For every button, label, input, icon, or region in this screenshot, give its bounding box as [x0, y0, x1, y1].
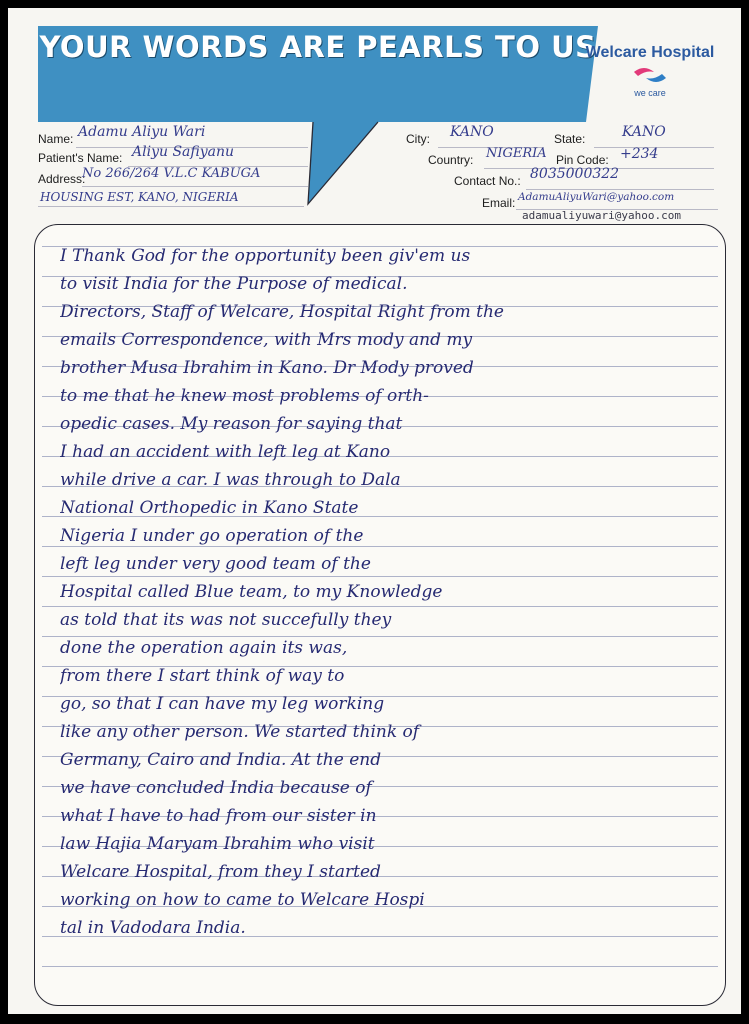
name-value: Adamu Aliyu Wari	[78, 124, 206, 140]
country-label: Country:	[428, 153, 474, 167]
story-line: Hospital called Blue team, to my Knowledge	[60, 582, 443, 602]
story-line: National Orthopedic in Kano State	[60, 498, 359, 518]
story-line: from there I start think of way to	[60, 666, 345, 686]
story-line: to visit India for the Purpose of medical.	[60, 274, 408, 294]
story-line: like any other person. We started think of	[60, 722, 420, 742]
story-line: while drive a car. I was through to Dala	[60, 470, 401, 490]
patient-name-value: Aliyu Safiyanu	[132, 144, 235, 160]
state-value: KANO	[622, 124, 666, 140]
contact-value: 8035000322	[530, 166, 620, 182]
hospital-logo	[580, 44, 720, 114]
contact-label: Contact No.:	[454, 174, 521, 188]
story-line: tal in Vadodara India.	[60, 918, 246, 938]
story-line: as told that its was not succefully they	[60, 610, 392, 630]
city-label: City:	[406, 132, 430, 146]
address-line-1	[82, 186, 308, 187]
name-label: Name:	[38, 132, 74, 146]
address-label: Address:	[38, 172, 86, 186]
story-line: working on how to came to Welcare Hospi	[60, 890, 425, 910]
hospital-tagline: we care	[634, 88, 666, 98]
story-line: law Hajia Maryam Ibrahim who visit	[60, 834, 375, 854]
story-line: Directors, Staff of Welcare, Hospital Right from the	[60, 302, 504, 322]
story-line: what I have to had from our sister in	[60, 806, 377, 826]
story-line: brother Musa Ibrahim in Kano. Dr Mody proved	[60, 358, 474, 378]
city-value: KANO	[450, 124, 494, 140]
story-line: done the operation again its was,	[60, 638, 348, 658]
story-line: we have concluded India because of	[60, 778, 372, 798]
story-line: Welcare Hospital, from they I started	[60, 862, 381, 882]
story-line: emails Correspondence, with Mrs mody and my	[60, 330, 473, 350]
feedback-form-page	[8, 8, 741, 1014]
patient-name-label: Patient's Name:	[38, 151, 123, 165]
story-line: go, so that I can have my leg working	[60, 694, 385, 714]
email-label: Email:	[482, 196, 516, 210]
country-value: NIGERIA	[486, 146, 547, 161]
pin-code-value: +234	[620, 146, 659, 162]
story-line: opedic cases. My reason for saying that	[60, 414, 403, 434]
story-line: Germany, Cairo and India. At the end	[60, 750, 382, 770]
banner-title: YOUR WORDS ARE PEARLS TO US	[39, 30, 597, 64]
story-line: to me that he knew most problems of orth-	[60, 386, 429, 406]
state-label: State:	[554, 132, 586, 146]
story-line: Nigeria I under go operation of the	[60, 526, 364, 546]
hands-logo-icon	[632, 66, 668, 86]
story-line: left leg under very good team of the	[60, 554, 371, 574]
email-value-alt: adamualiyuwari@yahoo.com	[522, 209, 681, 222]
address-value-1: No 266/264 V.L.C KABUGA	[82, 166, 261, 181]
hospital-name: Welcare Hospital	[585, 44, 715, 61]
pin-code-label: Pin Code:	[556, 153, 609, 167]
email-value: AdamuAliyuWari@yahoo.com	[518, 191, 675, 203]
address-value-2: HOUSING EST, KANO, NIGERIA	[40, 190, 239, 204]
address-line-2	[38, 206, 304, 207]
contact-line	[526, 189, 714, 190]
story-line: I had an accident with left leg at Kano	[60, 442, 391, 462]
story-line: I Thank God for the opportunity been giv'em us	[60, 246, 471, 266]
